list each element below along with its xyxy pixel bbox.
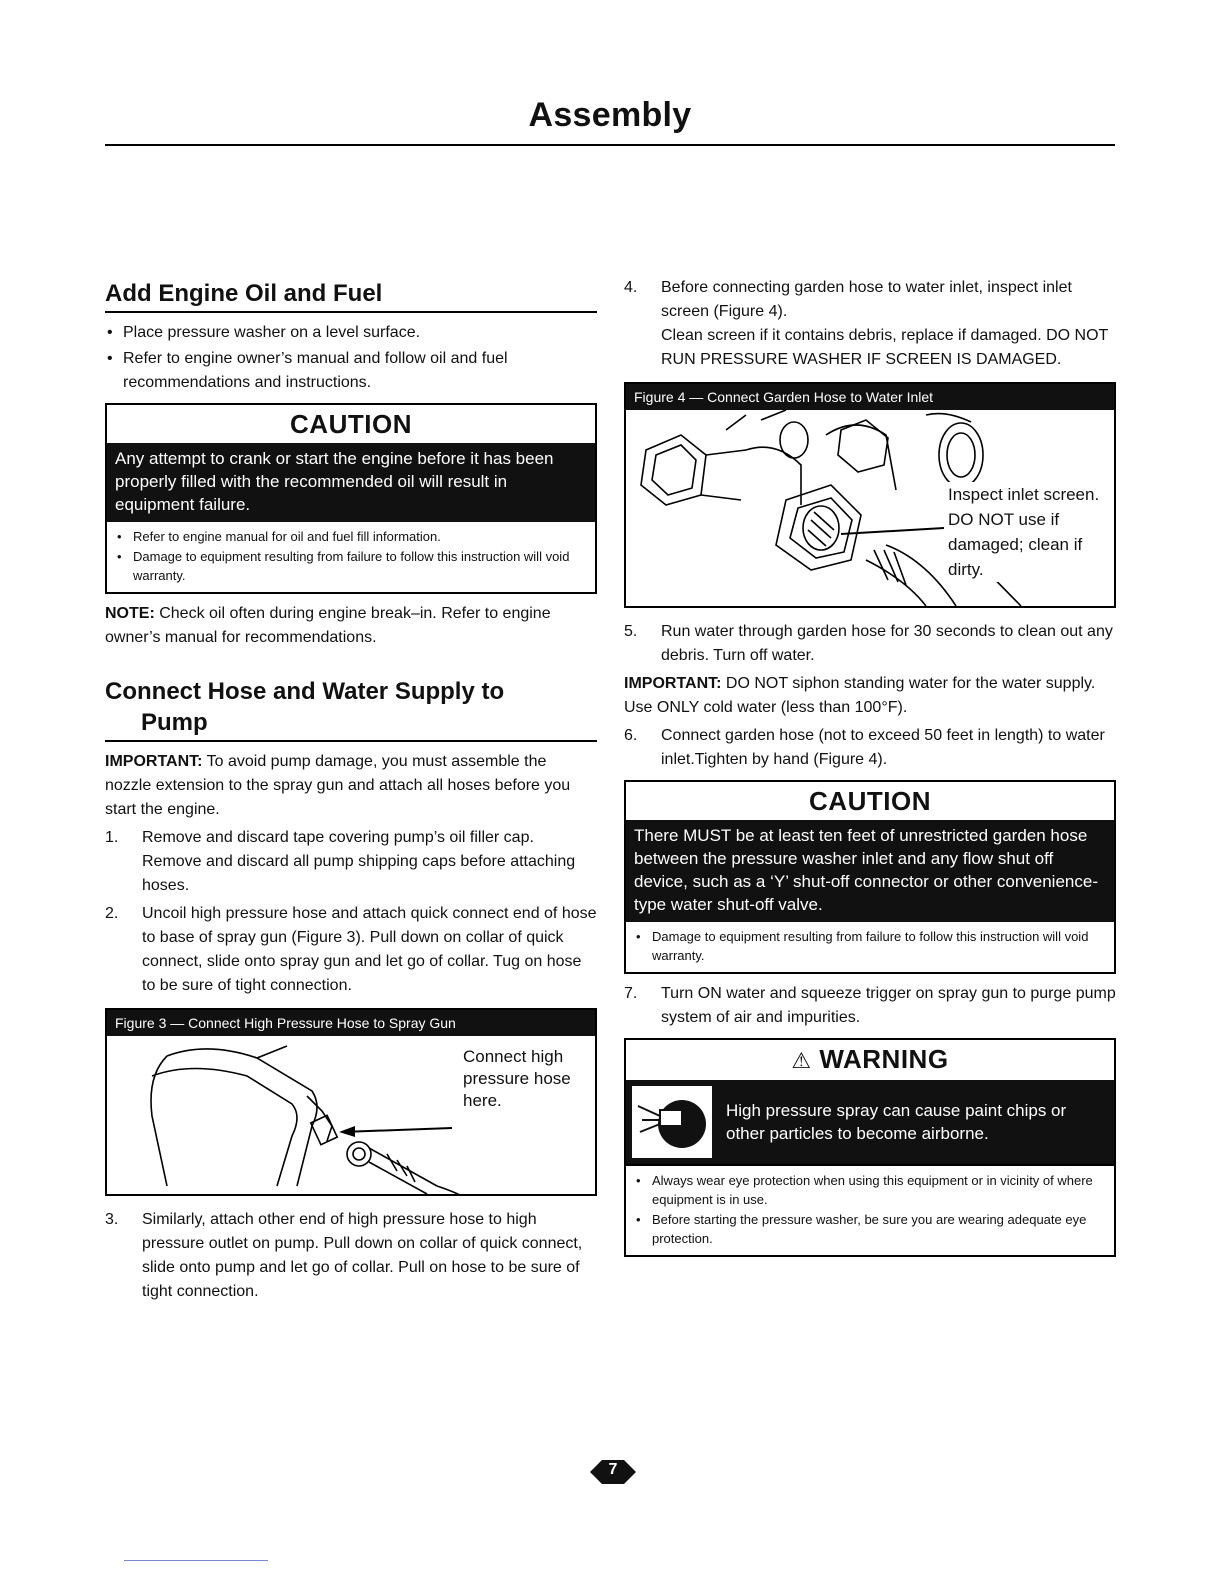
caution-note: • Refer to engine manual for oil and fuel fill information. xyxy=(115,527,587,546)
caution-box-oil xyxy=(105,403,597,594)
left-column xyxy=(105,268,597,1308)
step-number: 5. xyxy=(624,623,638,640)
section-title-hose xyxy=(105,676,597,742)
note-label: NOTE: xyxy=(105,605,155,622)
title-rule xyxy=(105,144,1115,146)
caution-note: • Damage to equipment resulting from failure to follow this instruction will void warranty. xyxy=(115,547,587,585)
important-paragraph xyxy=(624,672,1116,720)
section-title-engine-oil: Add Engine Oil and Fuel xyxy=(105,278,597,313)
important-text: To avoid pump damage, you must assemble the nozzle extension to the spray gun and attach all hoses before you start the engine. xyxy=(105,753,571,818)
warning-heading xyxy=(626,1040,1114,1080)
caution-heading: CAUTION xyxy=(809,786,931,816)
step-number: 3. xyxy=(105,1211,119,1228)
step-item xyxy=(624,982,1116,1030)
step-item xyxy=(105,826,597,898)
step-item xyxy=(105,902,597,998)
warning-notes xyxy=(626,1164,1114,1255)
warning-note: • Before starting the pressure washer, be sure you are wearing adequate eye protection. xyxy=(634,1210,1106,1248)
bullet-item: • Place pressure washer on a level surface. xyxy=(105,321,597,345)
caution-text: Any attempt to crank or start the engine before it has been properly filled with the recommended oil will result in equipment failure. xyxy=(107,443,595,522)
footer-rule xyxy=(124,1560,268,1561)
step-text: Similarly, attach other end of high pressure hose to high pressure outlet on pump. Pull down on collar of quick connect, slide onto pump and let go of collar. Pull on hose to be sure of tight connection. xyxy=(142,1211,583,1300)
caution-heading: CAUTION xyxy=(290,409,412,439)
warning-triangle-icon: ⚠ xyxy=(791,1048,812,1073)
right-column xyxy=(624,268,1116,1265)
caution-note: • Damage to equipment resulting from failure to follow this instruction will void warranty. xyxy=(634,927,1106,965)
note-text: Check oil often during engine break–in. Refer to engine owner’s manual for recommendations. xyxy=(105,605,551,646)
section-title-hose-line1: Connect Hose and Water Supply to xyxy=(105,678,505,705)
page-title: Assembly xyxy=(528,96,692,134)
warning-text: High pressure spray can cause paint chips or other particles to become airborne. xyxy=(726,1101,1067,1143)
face-shield-icon xyxy=(632,1086,712,1158)
warning-box xyxy=(624,1038,1116,1257)
important-label: IMPORTANT: xyxy=(105,753,203,770)
eye-protection-icon xyxy=(632,1086,712,1158)
step-number: 6. xyxy=(624,727,638,744)
figure-4-illustration xyxy=(626,410,1114,606)
step-item xyxy=(624,724,1116,772)
step-number: 4. xyxy=(624,279,638,296)
warning-note: • Always wear eye protection when using this equipment or in vicinity of where equipment is in use. xyxy=(634,1171,1106,1209)
bullet-item: • Refer to engine owner’s manual and follow oil and fuel recommendations and instructions. xyxy=(105,347,597,395)
warning-hazard-panel xyxy=(626,1080,1114,1164)
step-text: Uncoil high pressure hose and attach quick connect end of hose to base of spray gun (Figure 3). Pull down on collar of quick connect, slide onto spray gun and let go of collar. Tug on hose to be sure of tight connection. xyxy=(142,905,597,994)
important-text: DO NOT siphon standing water for the water supply. Use ONLY cold water (less than 100°F). xyxy=(624,675,1096,716)
caution-box-hose xyxy=(624,780,1116,974)
figure-3 xyxy=(105,1008,597,1196)
step-number: 7. xyxy=(624,985,638,1002)
figure-3-illustration xyxy=(107,1036,595,1194)
caution-text: There MUST be at least ten feet of unrestricted garden hose between the pressure washer inlet and any flow shut off device, such as a ‘Y’ shut-off connector or other convenience-type water shut-off valve. xyxy=(626,820,1114,922)
important-paragraph xyxy=(105,750,597,822)
caution-notes xyxy=(107,522,595,592)
page-number-badge xyxy=(590,1456,636,1488)
step-text: Run water through garden hose for 30 seconds to clean out any debris. Turn off water. xyxy=(661,623,1113,664)
step-text: Remove and discard tape covering pump’s oil filler cap. Remove and discard all pump shipping caps before attaching hoses. xyxy=(142,829,576,894)
figure-3-label: Connect high pressure hose here. xyxy=(463,1046,589,1112)
section-title-hose-line2: Pump xyxy=(141,709,208,736)
step-text: Turn ON water and squeeze trigger on spray gun to purge pump system of air and impurities. xyxy=(661,985,1116,1026)
step-text: Connect garden hose (not to exceed 50 feet in length) to water inlet.Tighten by hand (Figure 4). xyxy=(661,727,1105,768)
page-number: 7 xyxy=(608,1461,618,1478)
step-number: 2. xyxy=(105,905,119,922)
figure-3-caption: Figure 3 — Connect High Pressure Hose to Spray Gun xyxy=(107,1010,595,1036)
figure-4-label: Inspect inlet screen. DO NOT use if damaged; clean if dirty. xyxy=(948,482,1108,582)
note-paragraph xyxy=(105,602,597,650)
step-text-2: Clean screen if it contains debris, replace if damaged. DO NOT RUN PRESSURE WASHER IF SCREEN IS DAMAGED. xyxy=(661,327,1109,368)
step-number: 1. xyxy=(105,829,119,846)
figure-4 xyxy=(624,382,1116,608)
warning-heading-text: WARNING xyxy=(819,1044,949,1074)
step-item xyxy=(624,276,1116,372)
step-item xyxy=(624,620,1116,668)
step-text: Before connecting garden hose to water inlet, inspect inlet screen (Figure 4). xyxy=(661,279,1072,320)
caution-notes xyxy=(626,922,1114,972)
step-item xyxy=(105,1208,597,1304)
important-label: IMPORTANT: xyxy=(624,675,722,692)
figure-4-caption: Figure 4 — Connect Garden Hose to Water Inlet xyxy=(626,384,1114,410)
